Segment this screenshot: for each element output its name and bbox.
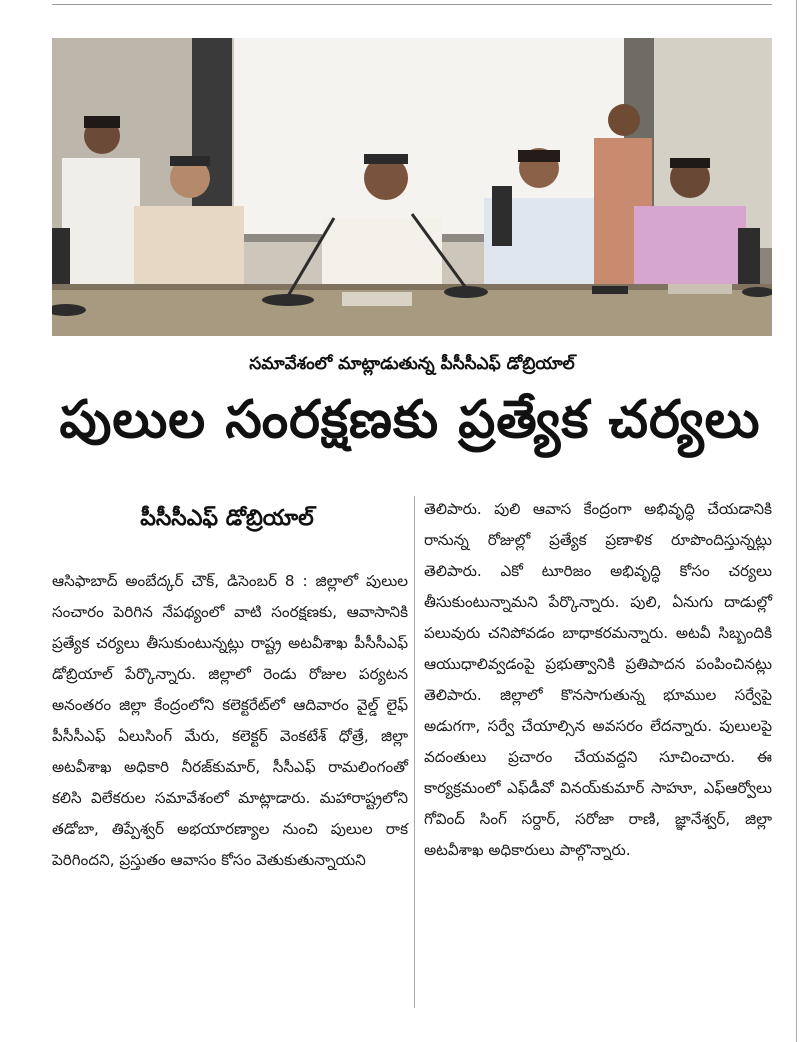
- news-photo: [52, 38, 772, 336]
- article-column-right: తెలిపారు. పులి ఆవాస కేంద్రంగా అభివృద్ధి చేయడానికి రానున్న రోజుల్లో ప్రత్యేక ప్రణాళిక రూపొందిస్తున్నట్లు తెలిపారు. ఎకో టూరిజం అభివృద్ధి కోసం చర్యలు తీసుకుంటున్నామని పేర్కొన్నారు. పులి, ఏనుగు దాడుల్లో పలువురు చనిపోవడం బాధాకరమన్నారు. అటవీ సిబ్బందికి ఆయుధాలివ్వడంపై ప్రభుత్వానికి ప్రతిపాదన పంపించినట్లు తెలిపారు. జిల్లాలో కొనసాగుతున్న భూముల సర్వేపై అడుగగా, సర్వే చేయాల్సిన అవసరం లేదన్నారు. పులులపై వదంతులు ప్రచారం చేయవద్దని సూచించారు. ఈ కార్యక్రమంలో ఎఫ్‌డీవో వినయ్‌కుమార్ సాహూ, ఎఫ్‌ఆర్వోలు గోవింద్ సింగ్ సర్దార్, సరోజా రాణి, జ్ఞానేశ్వర్, జిల్లా అటవీశాఖ అధికారులు పాల్గొన్నారు.: [424, 500, 772, 859]
- page-edge-rule: [796, 0, 797, 1042]
- photo-caption: సమావేశంలో మాట్లాడుతున్న పీసీసీఎఫ్ డోబ్రియాల్: [249, 354, 575, 374]
- headline: పులుల సంరక్షణకు ప్రత్యేక చర్యలు: [59, 390, 761, 450]
- column-divider: [414, 496, 415, 1008]
- top-rule: [52, 4, 772, 5]
- article-column-left: ఆసిఫాబాద్ అంబేద్కర్ చౌక్, డిసెంబర్ 8 : జిల్లాలో పులుల సంచారం పెరిగిన నేపథ్యంలో వాటి సంరక్షణకు, ఆవాసానికి ప్రత్యేక చర్యలు తీసుకుంటున్నట్లు రాష్ట్ర అటవీశాఖ పీసీసీఎఫ్ డోబ్రియాల్ పేర్కొన్నారు. జిల్లాలో రెండు రోజుల పర్యటన అనంతరం జిల్లా కేంద్రంలోని కలెక్టరేట్‌లో ఆదివారం వైల్డ్ లైఫ్ పీసీసీఎఫ్ ఏలుసింగ్ మేరు, కలెక్టర్ వెంకటేశ్ ధోత్రే, జిల్లా అటవీశాఖ అధికారి నీరజ్‌కుమార్, సీసీఎఫ్ రామలింగంతో కలిసి విలేకరుల సమావేశంలో మాట్లాడారు. మహారాష్ట్రలోని తడోబా, తిప్పేశ్వర్ అభయారణ్యాల నుంచి పులుల రాక పెరిగిందని, ప్రస్తుతం ఆవాసం కోసం వెతుకుతున్నాయని: [52, 572, 408, 869]
- byline: పీసీసీఎఫ్ డోబ్రియాల్: [140, 506, 314, 531]
